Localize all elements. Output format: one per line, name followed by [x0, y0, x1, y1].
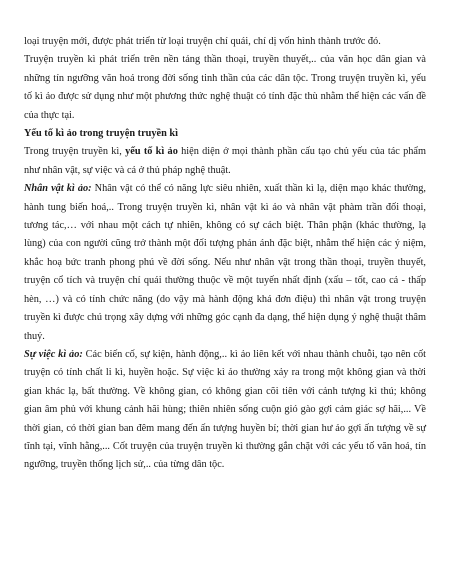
paragraph-characters — [24, 180, 426, 346]
paragraph-lead-term: Nhân vật kì ảo: — [24, 183, 92, 195]
paragraph-text: loại truyện mới, được phát triển từ loại truyện chí quái, chí dị vốn hình thành trước đó. — [24, 36, 381, 47]
paragraph-events — [24, 346, 426, 475]
paragraph-intro-continuation — [24, 33, 426, 51]
paragraph-text: Các biến cố, sự kiện, hành động,.. kì ảo liên kết với nhau thành chuỗi, tạo nên cốt truyện có tính chất li kì, huyền hoặc. Sự việc kì ảo thường xảy ra trong một không gian và thời gian khác lạ, bất thường. Về không gian, có không gian cõi tiên với cảnh tượng kì thú; không gian âm phủ với khung cảnh hãi hùng; thiên nhiên sống cuộn gió gào gợi cảm giác sợ hãi,... Về thời gian, có thời gian ban đêm mang đến ấn tượng huyền bí; thời gian hư ảo gợi ấn tượng về sự tĩnh tại, vĩnh hằng,... Cốt truyện của truyện truyền kì thường gắn chặt với các yếu tố văn hoá, tín ngưỡng, truyền thống lịch sử,.. của từng dân tộc. — [24, 348, 426, 471]
paragraph-text: Truyện truyền kì phát triển trên nền tảng thần thoại, truyền thuyết,.. của văn học dân gian và những tín ngưỡng văn hoá trong đời sống tinh thần của các dân tộc. Trong truyện truyền kì, yếu tố kì ảo được sử dụng như một phương thức nghệ thuật có tính đặc thù nhằm thể hiện các vấn đề của thực tại. — [24, 54, 426, 121]
paragraph-text: Trong truyện truyền kì, — [24, 146, 126, 158]
paragraph-origin — [24, 51, 426, 125]
bold-term: yếu tố kì ảo — [125, 146, 178, 158]
paragraph-text: Nhân vật có thể có năng lực siêu nhiên, xuất thần kì lạ, diện mạo khác thường, hành tung biến hoá,.. Trong truyện truyền kì, nhân vật kì ảo và nhân vật phàm trần đối thoại, tương tác,… với nhau một cách tự nhiên, không có sự cách biệt. Thân phận (khác thường, lạ lùng) của con người cũng trở thành một đối tượng phản ánh đặc biệt, nhằm thể hiện các ý niệm, khắc hoạ bức tranh phong phú về đời sống. Nếu như nhân vật trong thần thoại, truyền thuyết, truyện cổ tích và truyện chí quái thường thuộc về một tuyến nhất định (xấu – tốt, cao cả - thấp hèn, …) và có tính chức năng (do vậy mà hành động khá đơn điệu) thì nhân vật trong truyện truyền kì được chú trọng xây dựng với những góc cạnh đa dạng, thể hiện dụng ý nghệ thuật thâm thuý. — [24, 183, 427, 342]
paragraph-overview — [24, 143, 426, 180]
section-heading: Yếu tố kì ảo trong truyện truyền kì — [24, 128, 178, 140]
paragraph-text: hiện diện ở mọi thành phần cấu tạo chủ yếu của tác phẩm như nhân vật, sự việc và cả ở thủ pháp nghệ thuật. — [24, 146, 426, 176]
paragraph-lead-term: Sự việc kì ảo: — [24, 348, 83, 360]
